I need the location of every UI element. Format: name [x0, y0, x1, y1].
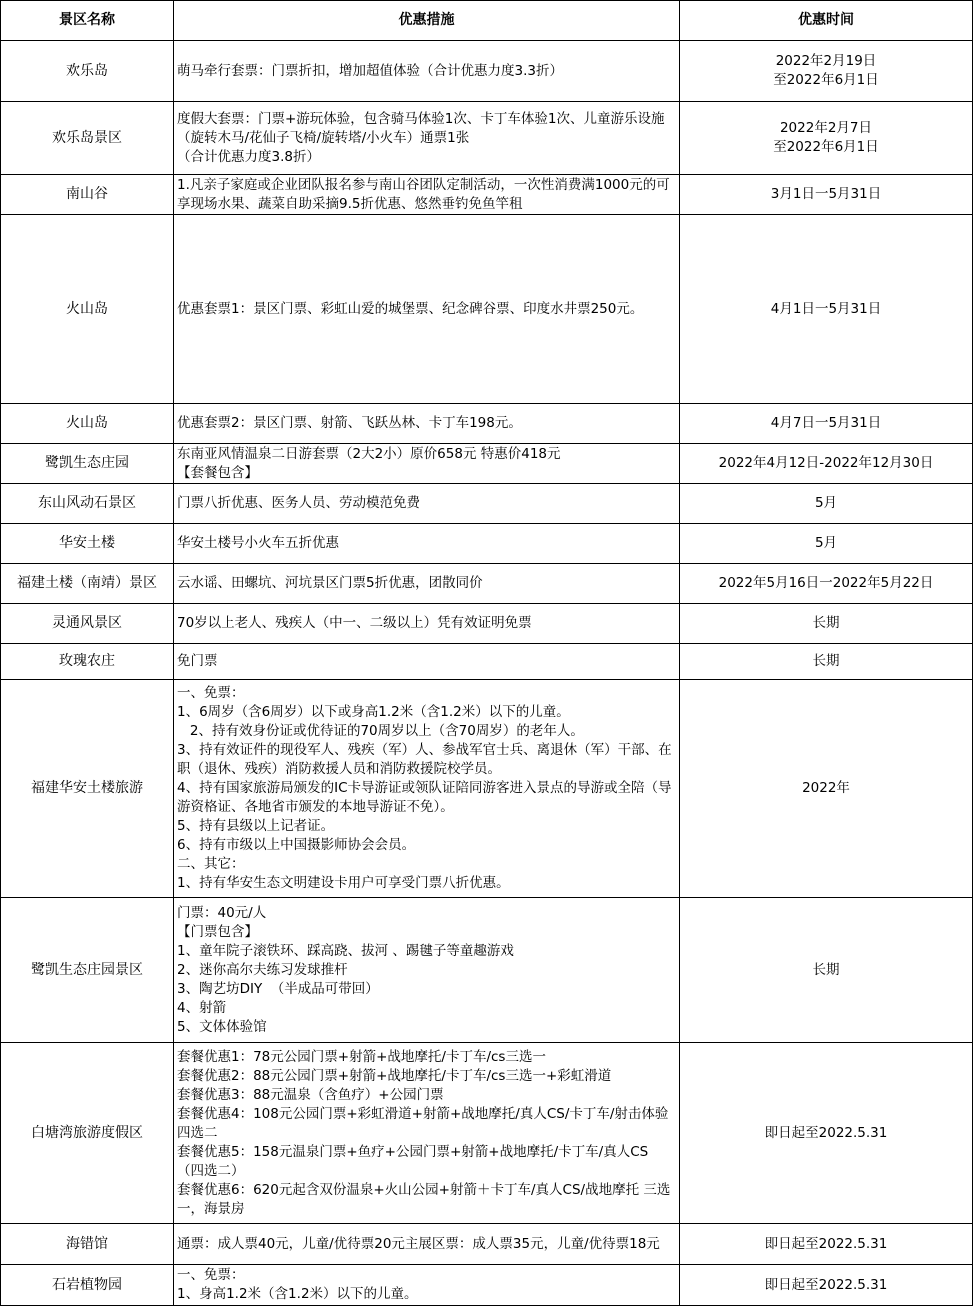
scenic-name-cell: 福建华安土楼旅游: [1, 680, 174, 898]
discount-period-cell: 5月: [680, 524, 973, 564]
header-row: [1, 1, 973, 41]
discount-measures-cell: 萌马牵行套票：门票折扣，增加超值体验（合计优惠力度3.3折）: [174, 41, 680, 102]
table-row: [1, 175, 973, 215]
table-row: [1, 444, 973, 484]
header-discount-measures: 优惠措施: [174, 1, 680, 41]
discount-period-cell: 即日起至2022.5.31: [680, 1224, 973, 1265]
table-row: [1, 680, 973, 898]
discount-measures-cell: 70岁以上老人、残疾人（中一、二级以上）凭有效证明免票: [174, 604, 680, 644]
scenic-name-cell: 白塘湾旅游度假区: [1, 1043, 174, 1224]
scenic-name-cell: 海错馆: [1, 1224, 174, 1265]
scenic-name-cell: 火山岛: [1, 215, 174, 404]
discount-measures-cell: 一、免票： 1、身高1.2米（含1.2米）以下的儿童。: [174, 1265, 680, 1306]
discount-measures-cell: 门票：40元/人 【门票包含】 1、童年院子滚铁环、踩高跷、拔河 、踢毽子等童趣游戏 2、迷你高尔夫练习发球推杆 3、陶艺坊DIY （半成品可带回） 4、射箭 5、文体体验馆: [174, 898, 680, 1043]
table-row: [1, 1043, 973, 1224]
discount-period-cell: 2022年2月7日 至2022年6月1日: [680, 102, 973, 175]
table-row: [1, 644, 973, 680]
discount-measures-cell: 1.凡亲子家庭或企业团队报名参与南山谷团队定制活动，一次性消费满1000元的可享现场水果、蔬菜自助采摘9.5折优惠、悠然垂钓免鱼竿租: [174, 175, 680, 215]
discount-measures-cell: 免门票: [174, 644, 680, 680]
discount-measures-cell: 华安土楼号小火车五折优惠: [174, 524, 680, 564]
scenic-name-cell: 火山岛: [1, 404, 174, 444]
discount-period-cell: 4月7日一5月31日: [680, 404, 973, 444]
table-row: [1, 404, 973, 444]
table-row: [1, 564, 973, 604]
discount-measures-cell: 通票：成人票40元，儿童/优待票20元主展区票：成人票35元，儿童/优待票18元: [174, 1224, 680, 1265]
table-row: [1, 1224, 973, 1265]
table-row: [1, 41, 973, 102]
discount-period-cell: 2022年4月12日-2022年12月30日: [680, 444, 973, 484]
discount-measures-cell: 套餐优惠1：78元公园门票+射箭+战地摩托/卡丁车/cs三选一 套餐优惠2：88元公园门票+射箭+战地摩托/卡丁车/cs三选一+彩虹滑道 套餐优惠3：88元温泉（含鱼疗）+公园门票 套餐优惠4：108元公园门票+彩虹滑道+射箭+战地摩托/真人CS/卡丁车/射击体验四选二 套餐优惠5：158元温泉门票+鱼疗+公园门票+射箭+战地摩托/卡丁车/真人CS（四选二） 套餐优惠6：620元起含双份温泉+火山公园+射箭＋卡丁车/真人CS/战地摩托 三选一，海景房: [174, 1043, 680, 1224]
discount-measures-cell: 优惠套票1：景区门票、彩虹山爱的城堡票、纪念碑谷票、印度水井票250元。: [174, 215, 680, 404]
discount-measures-cell: 东南亚风情温泉二日游套票（2大2小）原价658元 特惠价418元 【套餐包含】: [174, 444, 680, 484]
discount-period-cell: 长期: [680, 898, 973, 1043]
scenic-name-cell: 华安土楼: [1, 524, 174, 564]
scenic-name-cell: 灵通风景区: [1, 604, 174, 644]
discount-measures-cell: 度假大套票：门票+游玩体验，包含骑马体验1次、卡丁车体验1次、儿童游乐设施（旋转木马/花仙子飞椅/旋转塔/小火车）通票1张 （合计优惠力度3.8折）: [174, 102, 680, 175]
table-row: [1, 604, 973, 644]
discount-period-cell: 长期: [680, 604, 973, 644]
scenic-name-cell: 石岩植物园: [1, 1265, 174, 1306]
table-row: [1, 898, 973, 1043]
discount-period-cell: 5月: [680, 484, 973, 524]
table-row: [1, 215, 973, 404]
scenic-name-cell: 鹭凯生态庄园: [1, 444, 174, 484]
scenic-name-cell: 欢乐岛: [1, 41, 174, 102]
discount-period-cell: 即日起至2022.5.31: [680, 1265, 973, 1306]
table-row: [1, 1265, 973, 1306]
header-discount-period: 优惠时间: [680, 1, 973, 41]
header-scenic-name: 景区名称: [1, 1, 174, 41]
table-row: [1, 102, 973, 175]
discount-period-cell: 2022年: [680, 680, 973, 898]
discount-measures-cell: 门票八折优惠、医务人员、劳动模范免费: [174, 484, 680, 524]
scenic-name-cell: 南山谷: [1, 175, 174, 215]
discount-period-cell: 2022年5月16日一2022年5月22日: [680, 564, 973, 604]
discount-period-cell: 4月1日一5月31日: [680, 215, 973, 404]
discount-period-cell: 长期: [680, 644, 973, 680]
discount-period-cell: 即日起至2022.5.31: [680, 1043, 973, 1224]
scenic-name-cell: 东山风动石景区: [1, 484, 174, 524]
scenic-name-cell: 鹭凯生态庄园景区: [1, 898, 174, 1043]
discount-period-cell: 3月1日一5月31日: [680, 175, 973, 215]
discount-measures-cell: 一、免票： 1、6周岁（含6周岁）以下或身高1.2米（含1.2米）以下的儿童。 2、持有效身份证或优待证的70周岁以上（含70周岁）的老年人。 3、持有效证件的现役军人、残疾（军）人、参战军官士兵、离退休（军）干部、在职（退休、残疾）消防救援人员和消防救援院校学员。 4、持有国家旅游局颁发的IC卡导游证或领队证陪同游客进入景点的导游或全陪（导游资格证、各地省市颁发的本地导游证不免）。 5、持有县级以上记者证。 6、持有市级以上中国摄影师协会会员。 二、其它： 1、持有华安生态文明建设卡用户可享受门票八折优惠。: [174, 680, 680, 898]
scenic-name-cell: 玫瑰农庄: [1, 644, 174, 680]
discount-measures-cell: 优惠套票2：景区门票、射箭、飞跃丛林、卡丁车198元。: [174, 404, 680, 444]
table-row: [1, 484, 973, 524]
table-row: [1, 524, 973, 564]
discount-period-cell: 2022年2月19日 至2022年6月1日: [680, 41, 973, 102]
discount-measures-cell: 云水谣、田螺坑、河坑景区门票5折优惠，团散同价: [174, 564, 680, 604]
scenic-name-cell: 福建土楼（南靖）景区: [1, 564, 174, 604]
scenic-name-cell: 欢乐岛景区: [1, 102, 174, 175]
